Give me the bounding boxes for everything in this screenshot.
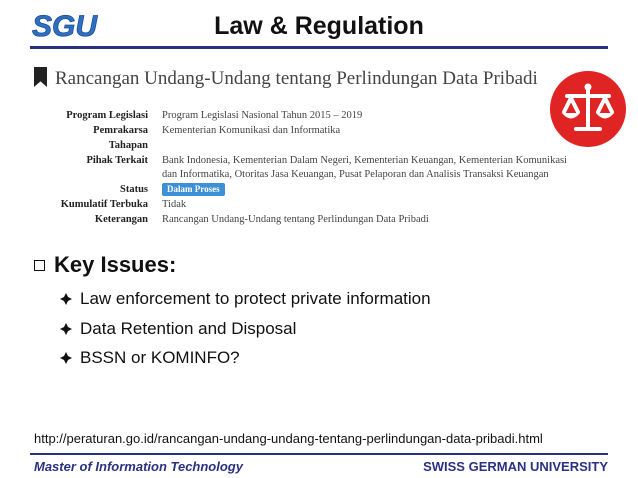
info-row-status xyxy=(40,183,582,197)
info-row-pihak-terkait xyxy=(40,154,582,181)
info-row-keterangan xyxy=(40,213,582,227)
source-url[interactable]: http://peraturan.go.id/rancangan-undang-undang-tentang-perlindungan-data-pribadi.html xyxy=(34,431,543,446)
header-divider xyxy=(30,46,608,49)
info-label: Keterangan xyxy=(94,213,148,225)
list-item-text: Law enforcement to protect private information xyxy=(80,289,431,308)
diamond-bullet-icon xyxy=(60,352,72,364)
info-row-tahapan xyxy=(40,139,582,153)
info-label: Pihak Terkait xyxy=(86,155,148,166)
info-value: Bank Indonesia, Kementerian Dalam Negeri, Kementerian Keuangan, Kementerian Komunikasi dan Informatika, Otoritas Jasa Keuangan, Pusat Pelaporan dan Analisis Transaksi Keuangan xyxy=(162,155,567,180)
info-row-kumulatif xyxy=(40,198,582,212)
bookmark-icon xyxy=(34,67,47,87)
list-item-text: Data Retention and Disposal xyxy=(80,319,297,338)
svg-text:SGU: SGU xyxy=(32,10,98,42)
diamond-bullet-icon xyxy=(60,323,72,335)
list-item xyxy=(60,289,431,309)
square-bullet-icon xyxy=(34,260,45,271)
key-issues-label: Key Issues: xyxy=(54,252,177,277)
diamond-bullet-icon xyxy=(60,293,72,305)
page-title: Law & Regulation xyxy=(214,12,424,40)
info-value: Program Legislasi Nasional Tahun 2015 – 2019 xyxy=(162,110,363,121)
footer-divider xyxy=(30,453,608,455)
document-info-table xyxy=(40,109,582,228)
info-label: Status xyxy=(119,183,148,195)
list-item xyxy=(60,319,296,339)
document-title: Rancangan Undang-Undang tentang Perlindungan Data Pribadi xyxy=(55,68,538,89)
footer-program-name: Master of Information Technology xyxy=(34,459,243,474)
info-label: Program Legislasi xyxy=(66,110,148,121)
info-value: Kementerian Komunikasi dan Informatika xyxy=(162,125,341,136)
info-value: Tidak xyxy=(162,198,187,210)
info-label: Kumulatif Terbuka xyxy=(60,198,148,210)
list-item-text: BSSN or KOMINFO? xyxy=(80,348,240,367)
info-row-program xyxy=(40,109,582,123)
key-issues-heading xyxy=(34,252,176,278)
info-label: Pemrakarsa xyxy=(93,125,148,136)
info-row-pemrakarsa xyxy=(40,124,582,138)
info-label: Tahapan xyxy=(108,140,148,151)
status-badge: Dalam Proses xyxy=(162,183,225,196)
list-item xyxy=(60,348,240,368)
info-value xyxy=(162,139,582,153)
footer-university-name: SWISS GERMAN UNIVERSITY xyxy=(423,459,608,474)
info-value: Rancangan Undang-Undang tentang Perlindungan Data Pribadi xyxy=(162,213,429,225)
